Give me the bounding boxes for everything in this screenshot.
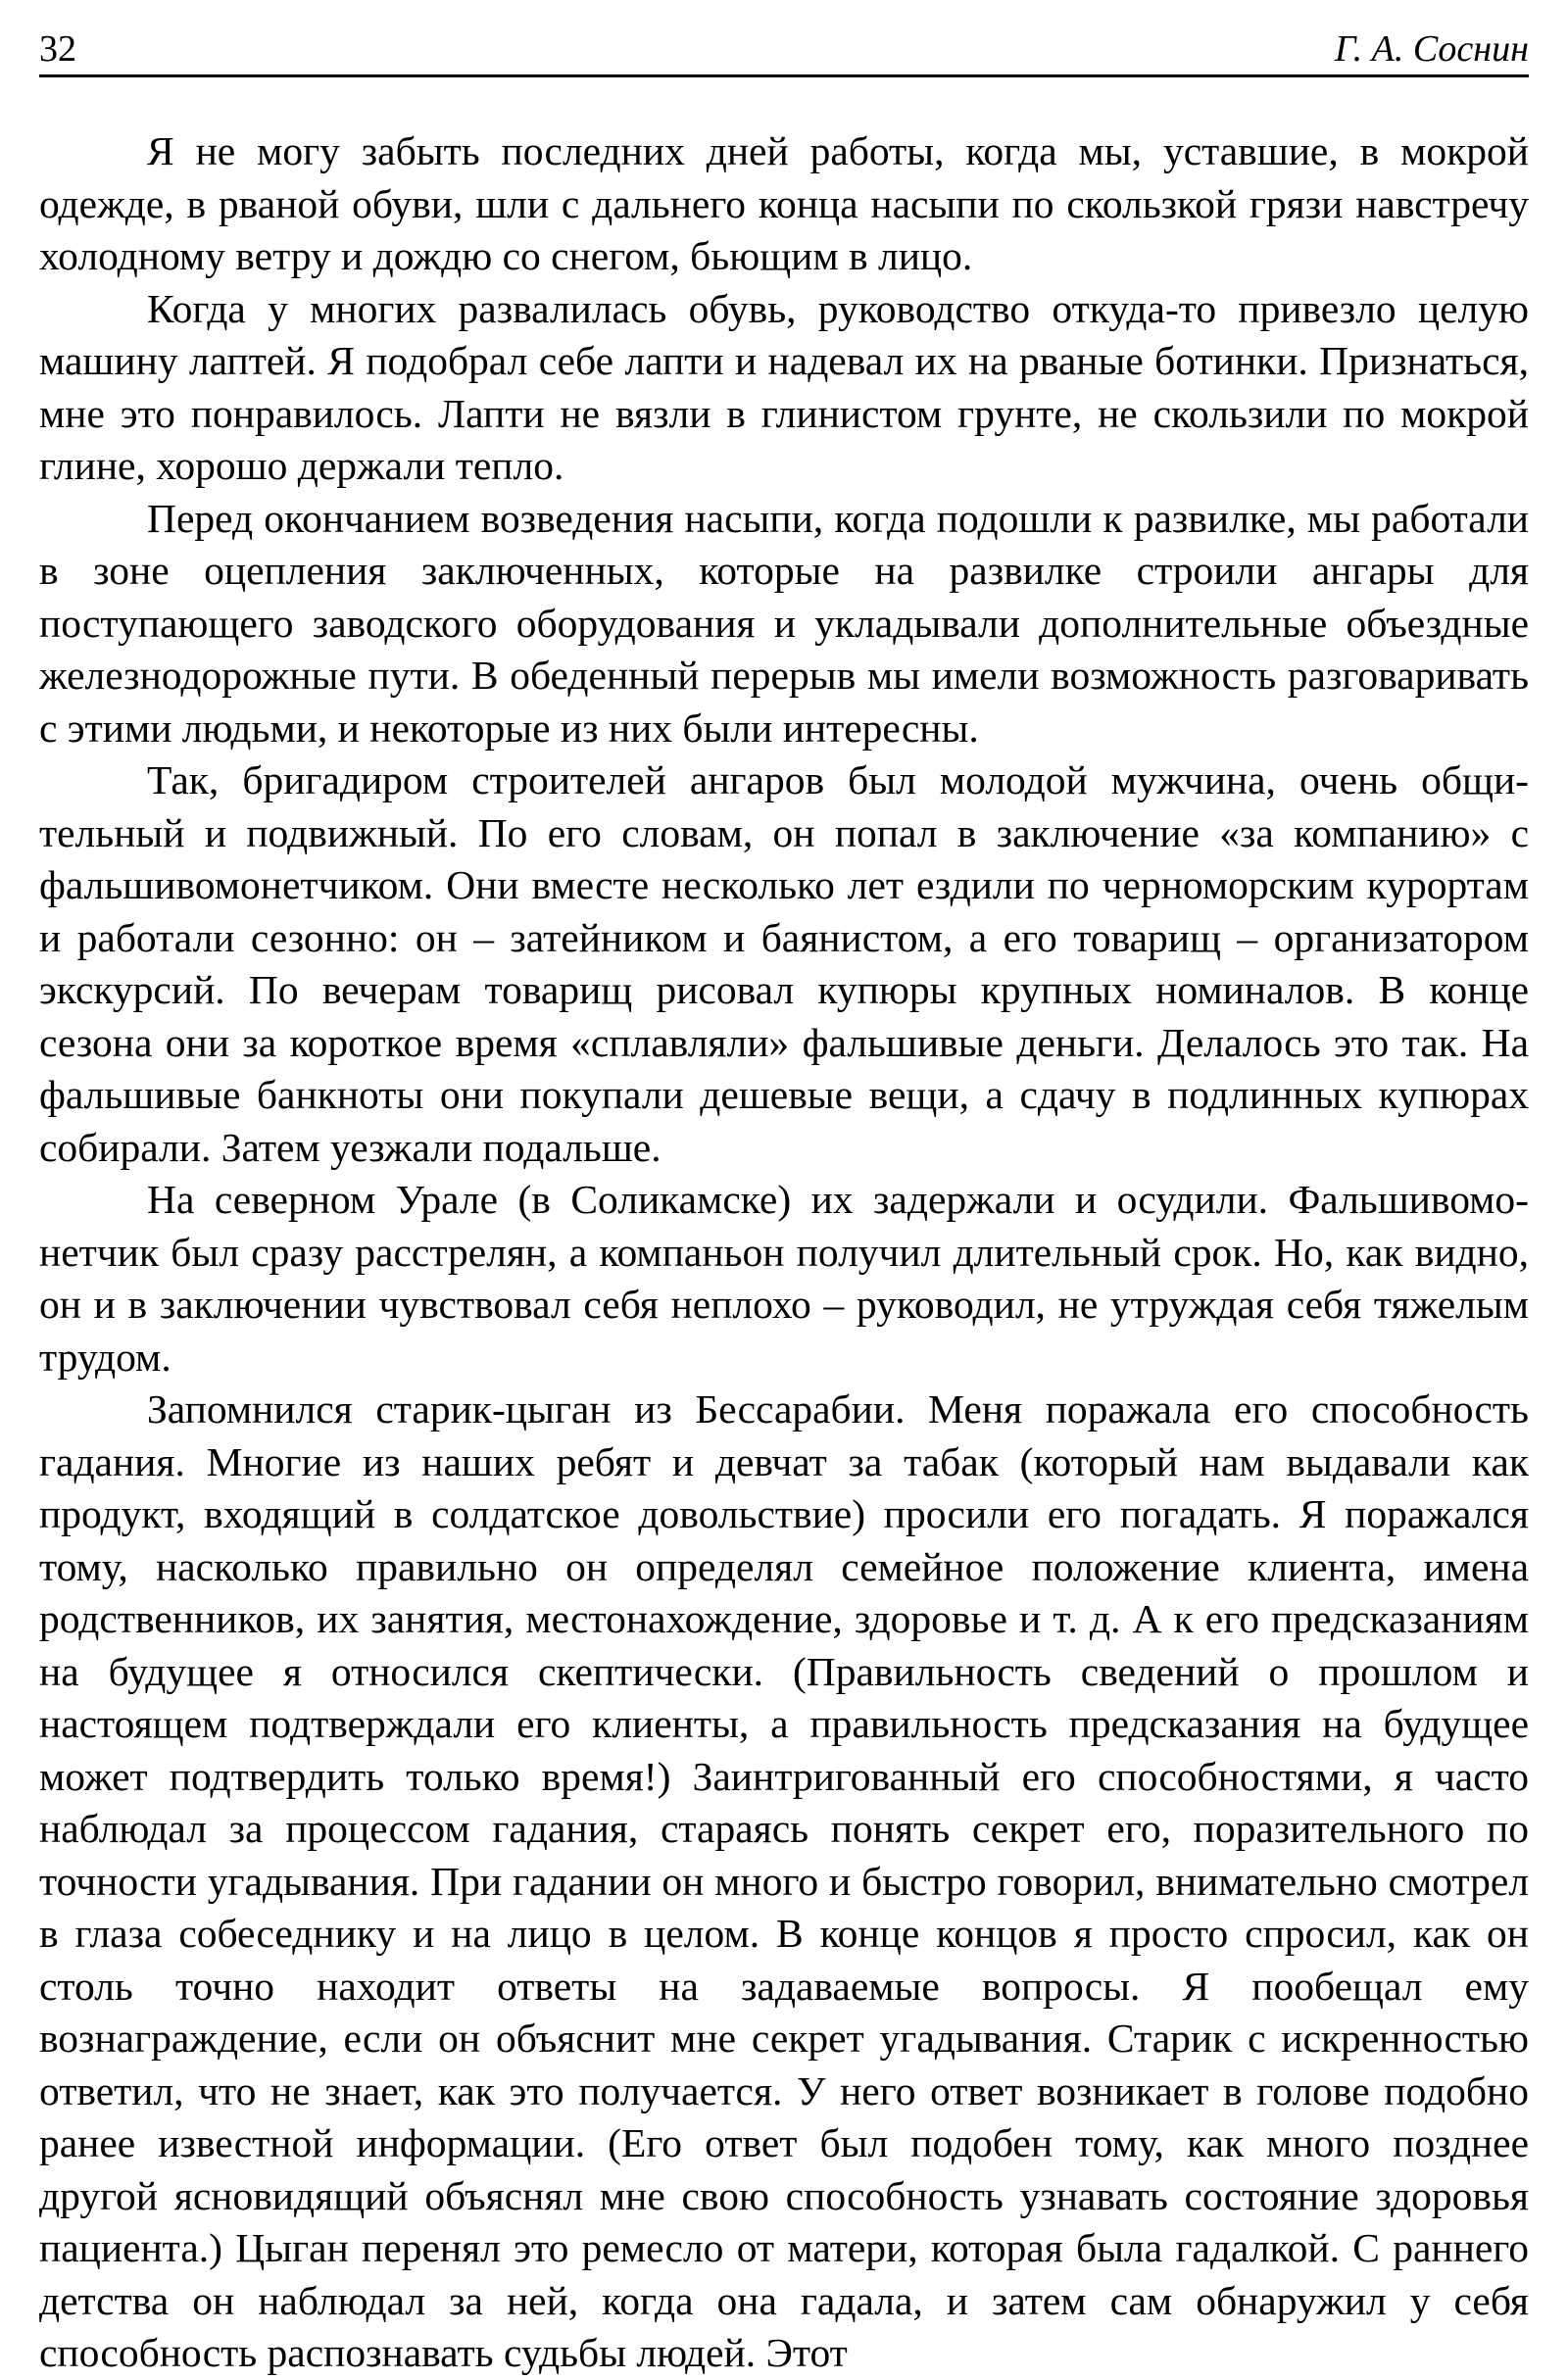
paragraph: Так, бригадиром строителей ангаров был молодой мужчина, очень общительный и подвижный. По его словам, он попал в заключение «за компанию» с фальшивомонетчиком. Они вместе несколько лет ездили по черноморским курортам и работали сезонно: он – затейником и баянистом, а его товарищ – организатором экскурсий. По вечерам товарищ рисовал купюры крупных номиналов. В конце сезона они за короткое время «сплавляли» фальшивые деньги. Делалось это так. На фальшивые банкноты они покупали дешевые вещи, а сдачу в подлинных купюрах собирали. Затем уезжали подальше. bbox=[39, 757, 1529, 1170]
page-number: 32 bbox=[39, 28, 76, 70]
paragraph: Перед окончанием возведения насыпи, когда подошли к развилке, мы работали в зоне оцепления заключенных, которые на развилке строили ангары для поступающего заводского оборудования и укладывали дополнительные объездные железнодорожные пути. В обеденный перерыв мы имели возможность разговаривать с этими людьми, и некоторые из них были интересны. bbox=[39, 495, 1529, 751]
body-text bbox=[39, 125, 1529, 2380]
paragraph: На северном Урале (в Соликамске) их задержали и осудили. Фальшивомонетчик был сразу расстрелян, а компаньон получил длительный срок. Но, как видно, он и в заключении чувствовал себя неплохо – руководил, не утруждая себя тяжелым трудом. bbox=[39, 1177, 1529, 1380]
paragraph: Запомнился старик-цыган из Бессарабии. Меня поражала его способность гадания. Многие из наших ребят и девчат за табак (который нам выдавали как продукт, входящий в солдатское довольствие) просили его погадать. Я поражался тому, насколько правильно он определял семейное положение клиента, имена родственников, их занятия, местонахождение, здоровье и т. д. А к его предсказаниям на будущее я относился скептически. (Правильность сведений о прошлом и настоящем подтверждали его клиенты, а правильность предсказания на будущее может подтвердить только время!) Заинтригованный его способностями, я часто наблюдал за процессом гадания, стараясь понять секрет его, поразительного по точности угадывания. При гадании он много и быстро говорил, внимательно смотрел в глаза собеседнику и на лицо в целом. В конце концов я просто спросил, как он столь точно находит ответы на задаваемые вопросы. Я пообещал ему вознаграждение, если он объяснит мне секрет угадывания. Старик с искренностью ответил, что не знает, как это получается. У него ответ возникает в голове подобно ранее известной информации. (Его ответ был подобен тому, как много позднее другой ясновидящий объяснял мне свою способность узнавать состояние здоровья пациента.) Цыган перенял это ремесло от матери, которая была гадалкой. С раннего детства он наблюдал за ней, когда она гадала, и затем сам обнаружил у себя способность распознавать судьбы людей. Этот bbox=[39, 1386, 1529, 2375]
author-name: Г. А. Соснин bbox=[1334, 28, 1529, 70]
running-head bbox=[39, 20, 1529, 77]
paragraph: Я не могу забыть последних дней работы, когда мы, уставшие, в мокрой одежде, в рваной обуви, шли с дальнего конца насыпи по скользкой грязи навстречу холодному ветру и дождю со снегом, бьющим в лицо. bbox=[39, 128, 1529, 278]
paragraph: Когда у многих развалилась обувь, руководство откуда-то привезло целую машину лаптей. Я подобрал себе лапти и надевал их на рваные ботинки. Признаться, мне это понравилось. Лапти не вязли в глинистом грунте, не скользили по мокрой глине, хорошо держали тепло. bbox=[39, 285, 1529, 488]
